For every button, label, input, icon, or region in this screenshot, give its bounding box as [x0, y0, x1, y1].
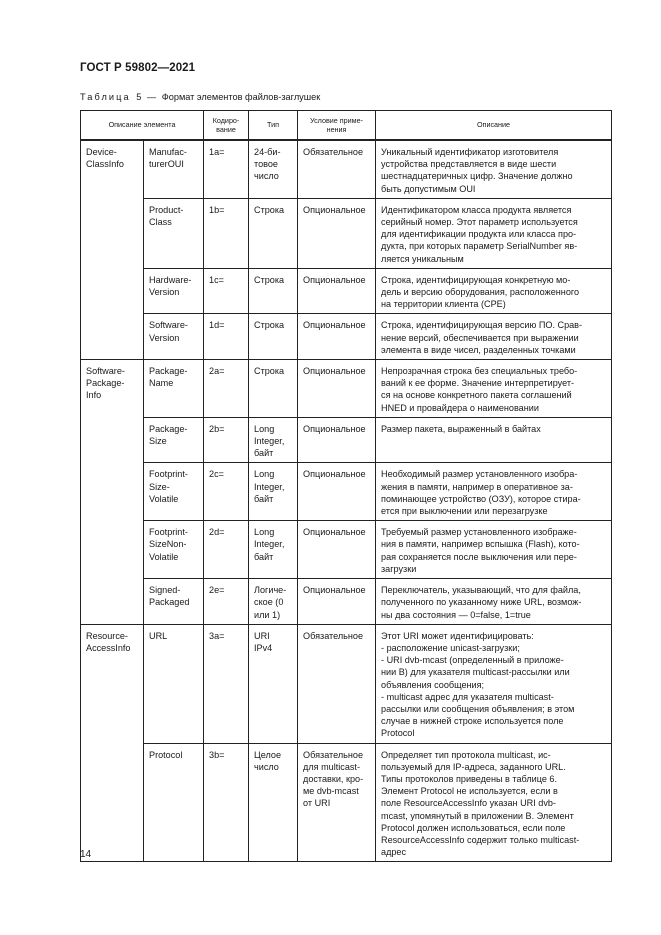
type-cell: Строка — [249, 360, 298, 418]
element-name-cell: Package- Name — [144, 360, 204, 418]
element-name-cell: Package- Size — [144, 417, 204, 463]
description-cell: Требуемый размер установленного изображе- ния в памяти, например вспышка (Flash), кото- рая сохраняется после выключения или пере- загрузки — [376, 521, 612, 579]
table-row — [81, 743, 612, 862]
table-row — [81, 624, 612, 743]
type-cell: Логиче- ское (0 или 1) — [249, 579, 298, 625]
code-cell: 2e= — [204, 579, 249, 625]
condition-cell: Опциональное — [298, 198, 376, 268]
condition-cell: Обязательное — [298, 624, 376, 743]
group-name-cell: Device- ClassInfo — [81, 140, 144, 360]
element-name-cell: Signed- Packaged — [144, 579, 204, 625]
description-cell: Переключатель, указывающий, что для файла, полученного по указанному ниже URL, возмож- ны два состояния — 0=false, 1=true — [376, 579, 612, 625]
type-cell: Целое число — [249, 743, 298, 862]
table-row — [81, 198, 612, 268]
code-cell: 1d= — [204, 314, 249, 360]
table-row — [81, 463, 612, 521]
type-cell: Long Integer, байт — [249, 463, 298, 521]
table-caption — [80, 92, 320, 102]
code-cell: 2d= — [204, 521, 249, 579]
table-row — [81, 417, 612, 463]
table-row — [81, 140, 612, 198]
description-cell: Определяет тип протокола multicast, ис- пользуемый для IP-адреса, заданного URL. Типы протоколов приведены в таблице 6. Элемент Protocol не используется, если в поле ResourceAccessInfo указан URI dvb- mcast, упомянутый в приложении В. Элемент Protocol должен использоваться, если поле ResourceAccessInfo содержит только multicast- адрес — [376, 743, 612, 862]
table-caption-title: Формат элементов файлов-заглушек — [161, 92, 321, 102]
table-caption-dash: — — [146, 92, 157, 102]
page-number: 14 — [80, 849, 92, 860]
column-header-element: Описание элемента — [81, 111, 204, 141]
column-header-type: Тип — [249, 111, 298, 141]
element-name-cell: Protocol — [144, 743, 204, 862]
description-cell: Этот URI может идентифицировать: - расположение unicast-загрузки; - URI dvb-mcast (определенный в приложе- нии В) для указателя multicast-рассылки или объявления сообщения; - multicast адрес для указателя multicast- рассылки или сообщения объявления; в этом случае в нижней строке используется поле Protocol — [376, 624, 612, 743]
type-cell: URI IPv4 — [249, 624, 298, 743]
code-cell: 1a= — [204, 140, 249, 198]
condition-cell: Опциональное — [298, 314, 376, 360]
table-row — [81, 579, 612, 625]
type-cell: Long Integer, байт — [249, 417, 298, 463]
description-cell: Строка, идентифицирующая версию ПО. Срав- нение версий, обеспечивается при выражении элемента в виде чисел, разделенных точками — [376, 314, 612, 360]
code-cell: 2b= — [204, 417, 249, 463]
element-format-table — [80, 110, 612, 862]
condition-cell: Опциональное — [298, 417, 376, 463]
table-row — [81, 268, 612, 314]
condition-cell: Опциональное — [298, 463, 376, 521]
code-cell: 3a= — [204, 624, 249, 743]
condition-cell: Опциональное — [298, 360, 376, 418]
element-name-cell: URL — [144, 624, 204, 743]
description-cell: Непрозрачная строка без специальных требо- ваний к ее форме. Значение интерпретирует- ся на основе конкретного пакета соглашений HNED и провайдера о наименовании — [376, 360, 612, 418]
type-cell: Строка — [249, 314, 298, 360]
description-cell: Строка, идентифицирующая конкретную мо- дель и версию оборудования, расположенного на территории клиента (CPE) — [376, 268, 612, 314]
element-name-cell: Manufac- turerOUI — [144, 140, 204, 198]
group-name-cell: Software- Package- Info — [81, 360, 144, 625]
condition-cell: Обязательное для multicast- доставки, кро- ме dvb-mcast от URI — [298, 743, 376, 862]
condition-cell: Обязательное — [298, 140, 376, 198]
condition-cell: Опциональное — [298, 268, 376, 314]
element-name-cell: Software- Version — [144, 314, 204, 360]
group-name-cell: Resource- AccessInfo — [81, 624, 144, 862]
table-header-row — [81, 111, 612, 141]
type-cell: Long Integer, байт — [249, 521, 298, 579]
type-cell: Строка — [249, 268, 298, 314]
description-cell: Размер пакета, выраженный в байтах — [376, 417, 612, 463]
description-cell: Уникальный идентификатор изготовителя устройства представляется в виде шести шестнадцатеричных цифр. Значение должно быть допустимым OUI — [376, 140, 612, 198]
table-row — [81, 360, 612, 418]
column-header-description: Описание — [376, 111, 612, 141]
element-name-cell: Product- Class — [144, 198, 204, 268]
type-cell: 24-би- товое число — [249, 140, 298, 198]
condition-cell: Опциональное — [298, 579, 376, 625]
column-header-condition: Условие приме- нения — [298, 111, 376, 141]
element-name-cell: Footprint- SizeNon- Volatile — [144, 521, 204, 579]
code-cell: 1c= — [204, 268, 249, 314]
table-row — [81, 314, 612, 360]
code-cell: 2c= — [204, 463, 249, 521]
element-name-cell: Footprint- Size- Volatile — [144, 463, 204, 521]
document-header: ГОСТ Р 59802—2021 — [80, 62, 196, 74]
table-row — [81, 521, 612, 579]
code-cell: 3b= — [204, 743, 249, 862]
table-caption-number: 5 — [136, 92, 142, 102]
column-header-code: Кодиро- вание — [204, 111, 249, 141]
element-name-cell: Hardware- Version — [144, 268, 204, 314]
table-caption-label: Таблица — [80, 92, 131, 102]
condition-cell: Опциональное — [298, 521, 376, 579]
description-cell: Необходимый размер установленного изобра- жения в памяти, например в оперативное за- поминающее устройство (ОЗУ), которое стира- ется при выключении или перезагрузке — [376, 463, 612, 521]
description-cell: Идентификатором класса продукта является серийный номер. Этот параметр используется для идентификации продукта или класса про- дукта, при которых параметр SerialNumber яв- ляется уникальным — [376, 198, 612, 268]
code-cell: 1b= — [204, 198, 249, 268]
type-cell: Строка — [249, 198, 298, 268]
code-cell: 2a= — [204, 360, 249, 418]
